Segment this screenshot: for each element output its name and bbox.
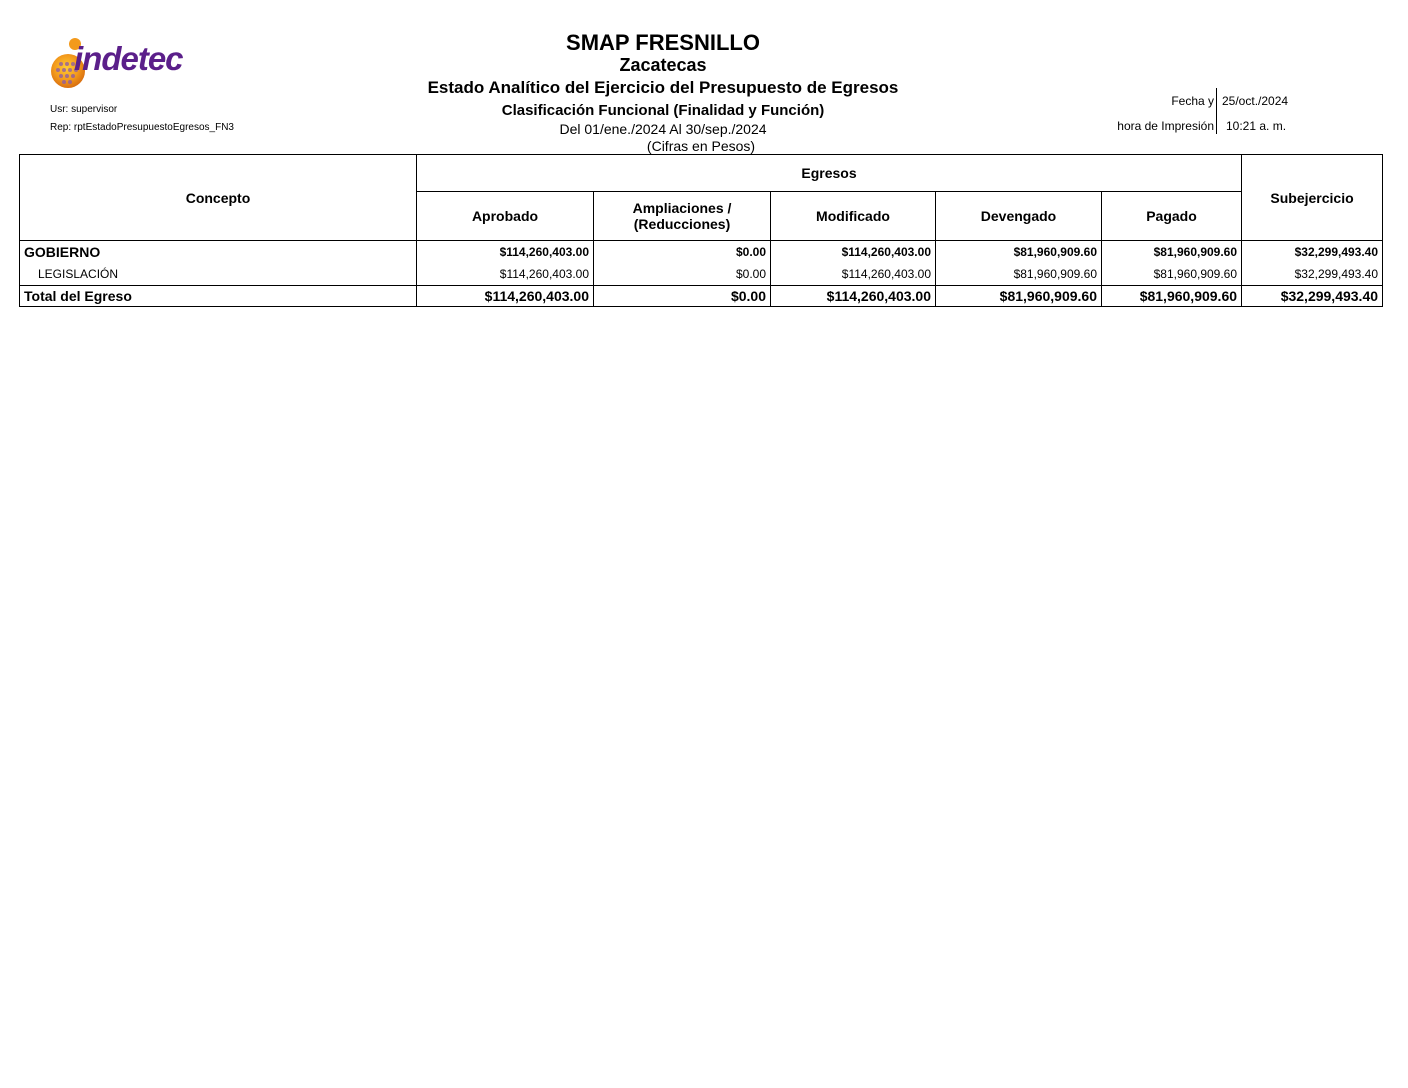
total-concept: Total del Egreso [20, 286, 417, 307]
header-modificado: Modificado [771, 192, 936, 241]
header-egresos: Egresos [417, 155, 1242, 192]
print-time-label: hora de Impresión [1117, 119, 1214, 133]
row-aprobado: $114,260,403.00 [417, 241, 594, 264]
row-modificado: $114,260,403.00 [771, 241, 936, 264]
header-ampliaciones [594, 192, 771, 241]
header-pagado: Pagado [1102, 192, 1242, 241]
total-subejercicio: $32,299,493.40 [1242, 286, 1383, 307]
row-modificado: $114,260,403.00 [771, 263, 936, 286]
header-aprobado: Aprobado [417, 192, 594, 241]
print-date-value: 25/oct./2024 [1222, 94, 1289, 108]
total-aprobado: $114,260,403.00 [417, 286, 594, 307]
row-ampliaciones: $0.00 [594, 241, 771, 264]
row-concept: GOBIERNO [20, 241, 417, 264]
table-row [20, 241, 1383, 264]
entity-title: SMAP FRESNILLO [566, 30, 760, 55]
header-subejercicio: Subejercicio [1242, 155, 1383, 241]
row-pagado: $81,960,909.60 [1102, 263, 1242, 286]
total-modificado: $114,260,403.00 [771, 286, 936, 307]
row-subejercicio: $32,299,493.40 [1242, 263, 1383, 286]
total-pagado: $81,960,909.60 [1102, 286, 1242, 307]
header-ampliaciones-line2: (Reducciones) [633, 216, 731, 232]
table-row [20, 263, 1383, 286]
report-id-line: Rep: rptEstadoPresupuestoEgresos_FN3 [50, 122, 234, 133]
print-info-divider [1216, 88, 1217, 134]
user-line: Usr: supervisor [50, 104, 118, 115]
total-row [20, 286, 1383, 307]
row-pagado: $81,960,909.60 [1102, 241, 1242, 264]
print-time-value: 10:21 a. m. [1226, 119, 1287, 133]
state-name: Zacatecas [619, 55, 707, 75]
row-ampliaciones: $0.00 [594, 263, 771, 286]
classification-title: Clasificación Funcional (Finalidad y Función) [501, 102, 825, 119]
total-ampliaciones: $0.00 [594, 286, 771, 307]
print-date-label: Fecha y [1171, 94, 1214, 108]
header-devengado: Devengado [936, 192, 1102, 241]
period-range: Del 01/ene./2024 Al 30/sep./2024 [559, 121, 767, 137]
units-note: (Cifras en Pesos) [646, 138, 756, 154]
header-concepto: Concepto [20, 155, 417, 241]
print-info [1100, 88, 1320, 134]
row-subejercicio: $32,299,493.40 [1242, 241, 1383, 264]
row-aprobado: $114,260,403.00 [417, 263, 594, 286]
budget-table [19, 154, 1383, 307]
row-concept: LEGISLACIÓN [20, 263, 417, 286]
row-devengado: $81,960,909.60 [936, 241, 1102, 264]
total-devengado: $81,960,909.60 [936, 286, 1102, 307]
logo-wordmark: indetec [74, 40, 183, 77]
header-ampliaciones-line1: Ampliaciones / [632, 200, 732, 216]
row-devengado: $81,960,909.60 [936, 263, 1102, 286]
report-title: Estado Analítico del Ejercicio del Presupuesto de Egresos [427, 78, 899, 97]
